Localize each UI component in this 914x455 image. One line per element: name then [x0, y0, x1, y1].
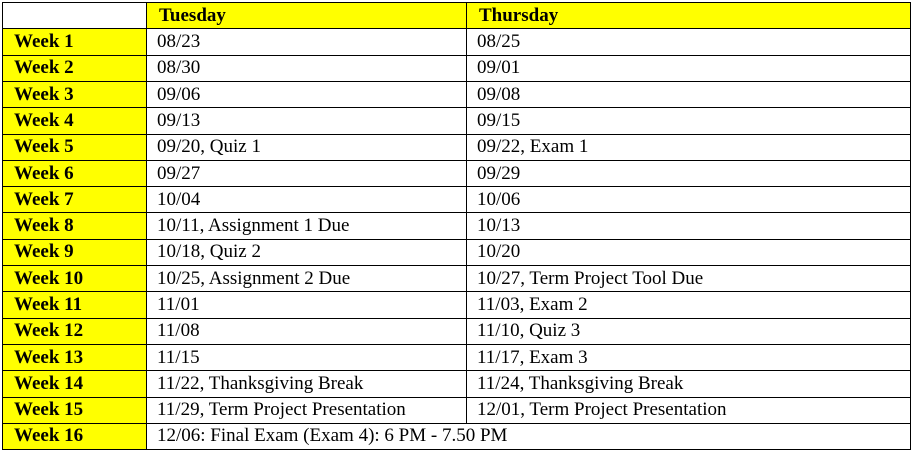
- corner-cell: [3, 3, 147, 29]
- table-row: [3, 29, 911, 55]
- thursday-header: Thursday: [467, 3, 911, 29]
- table-row: [3, 397, 911, 423]
- table-row: [3, 160, 911, 186]
- tuesday-cell: 08/23: [147, 29, 467, 55]
- table-row: [3, 55, 911, 81]
- table-row: [3, 213, 911, 239]
- week-label: Week 2: [3, 55, 147, 81]
- week-label: Week 12: [3, 318, 147, 344]
- final-exam-cell: 12/06: Final Exam (Exam 4): 6 PM - 7.50 PM: [147, 423, 911, 449]
- table-row: [3, 187, 911, 213]
- week-label: Week 6: [3, 160, 147, 186]
- thursday-cell: 09/29: [467, 160, 911, 186]
- week-label: Week 14: [3, 371, 147, 397]
- week-label: Week 7: [3, 187, 147, 213]
- tuesday-cell: 11/08: [147, 318, 467, 344]
- table-row: [3, 108, 911, 134]
- thursday-cell: 11/03, Exam 2: [467, 292, 911, 318]
- tuesday-cell: 10/18, Quiz 2: [147, 239, 467, 265]
- thursday-cell: 12/01, Term Project Presentation: [467, 397, 911, 423]
- week-label: Week 13: [3, 344, 147, 370]
- thursday-cell: 10/27, Term Project Tool Due: [467, 266, 911, 292]
- table-row: [3, 239, 911, 265]
- thursday-cell: 11/17, Exam 3: [467, 344, 911, 370]
- tuesday-cell: 11/01: [147, 292, 467, 318]
- tuesday-header: Tuesday: [147, 3, 467, 29]
- thursday-cell: 09/08: [467, 81, 911, 107]
- thursday-cell: 09/15: [467, 108, 911, 134]
- week-label: Week 5: [3, 134, 147, 160]
- tuesday-cell: 11/15: [147, 344, 467, 370]
- thursday-cell: 11/24, Thanksgiving Break: [467, 371, 911, 397]
- tuesday-cell: 09/20, Quiz 1: [147, 134, 467, 160]
- table-row: [3, 266, 911, 292]
- week-label: Week 10: [3, 266, 147, 292]
- schedule-body: [3, 3, 911, 450]
- tuesday-cell: 09/06: [147, 81, 467, 107]
- week-label: Week 16: [3, 423, 147, 449]
- week-label: Week 11: [3, 292, 147, 318]
- tuesday-cell: 10/11, Assignment 1 Due: [147, 213, 467, 239]
- thursday-cell: 08/25: [467, 29, 911, 55]
- week-label: Week 4: [3, 108, 147, 134]
- week-label: Week 3: [3, 81, 147, 107]
- tuesday-cell: 10/25, Assignment 2 Due: [147, 266, 467, 292]
- tuesday-cell: 08/30: [147, 55, 467, 81]
- tuesday-cell: 10/04: [147, 187, 467, 213]
- tuesday-cell: 09/27: [147, 160, 467, 186]
- table-row: [3, 81, 911, 107]
- thursday-cell: 10/06: [467, 187, 911, 213]
- tuesday-cell: 09/13: [147, 108, 467, 134]
- thursday-cell: 10/20: [467, 239, 911, 265]
- week-label: Week 9: [3, 239, 147, 265]
- schedule-table: [2, 2, 911, 450]
- table-row: [3, 371, 911, 397]
- table-row: [3, 344, 911, 370]
- tuesday-cell: 11/29, Term Project Presentation: [147, 397, 467, 423]
- thursday-cell: 10/13: [467, 213, 911, 239]
- week-label: Week 8: [3, 213, 147, 239]
- table-row: [3, 318, 911, 344]
- week-label: Week 15: [3, 397, 147, 423]
- week-label: Week 1: [3, 29, 147, 55]
- header-row: [3, 3, 911, 29]
- thursday-cell: 09/22, Exam 1: [467, 134, 911, 160]
- final-exam-row: [3, 423, 911, 449]
- table-row: [3, 134, 911, 160]
- thursday-cell: 11/10, Quiz 3: [467, 318, 911, 344]
- tuesday-cell: 11/22, Thanksgiving Break: [147, 371, 467, 397]
- table-row: [3, 292, 911, 318]
- thursday-cell: 09/01: [467, 55, 911, 81]
